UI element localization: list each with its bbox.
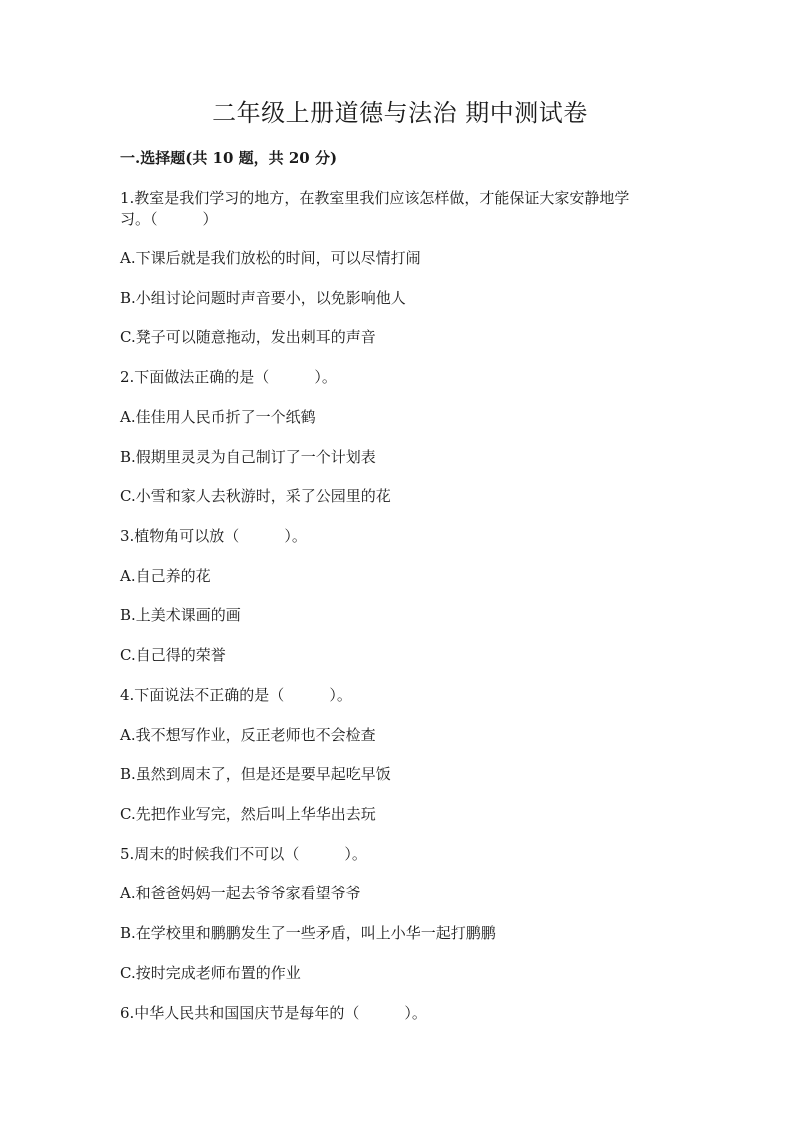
question-2-option-c: C.小雪和家人去秋游时，采了公园里的花 — [120, 487, 391, 505]
question-3-stem: 3.植物角可以放（ ）。 — [120, 527, 307, 545]
question-3-option-a: A.自己养的花 — [120, 567, 211, 585]
page-title: 二年级上册道德与法治 期中测试卷 — [212, 99, 588, 127]
question-2-stem: 2.下面做法正确的是（ ）。 — [120, 368, 337, 386]
question-5-option-a: A.和爸爸妈妈一起去爷爷家看望爷爷 — [120, 884, 361, 902]
question-3-option-c: C.自己得的荣誉 — [120, 646, 226, 664]
question-6-stem: 6.中华人民共和国国庆节是每年的（ ）。 — [120, 1004, 427, 1022]
question-1-option-c: C.凳子可以随意拖动，发出刺耳的声音 — [120, 328, 376, 346]
question-1-stem: 1.教室是我们学习的地方，在教室里我们应该怎样做，才能保证大家安静地学 — [120, 189, 630, 207]
question-4-option-a: A.我不想写作业，反正老师也不会检查 — [120, 726, 376, 744]
question-5-stem: 5.周末的时候我们不可以（ ）。 — [120, 845, 367, 863]
question-4-stem: 4.下面说法不正确的是（ ）。 — [120, 686, 352, 704]
question-4-option-b: B.虽然到周末了，但是还是要早起吃早饭 — [120, 765, 391, 783]
question-5-option-c: C.按时完成老师布置的作业 — [120, 964, 301, 982]
section-heading: 一.选择题(共 10 题，共 20 分) — [120, 149, 338, 167]
question-4-option-c: C.先把作业写完，然后叫上华华出去玩 — [120, 805, 376, 823]
question-1-option-b: B.小组讨论问题时声音要小，以免影响他人 — [120, 289, 406, 307]
question-5-option-b: B.在学校里和鹏鹏发生了一些矛盾，叫上小华一起打鹏鹏 — [120, 924, 496, 942]
question-3-option-b: B.上美术课画的画 — [120, 606, 241, 624]
question-2-option-b: B.假期里灵灵为自己制订了一个计划表 — [120, 448, 376, 466]
question-1-stem-cont: 习。（ ） — [120, 210, 218, 228]
question-1-option-a: A.下课后就是我们放松的时间，可以尽情打闹 — [120, 249, 421, 267]
question-2-option-a: A.佳佳用人民币折了一个纸鹤 — [120, 408, 316, 426]
